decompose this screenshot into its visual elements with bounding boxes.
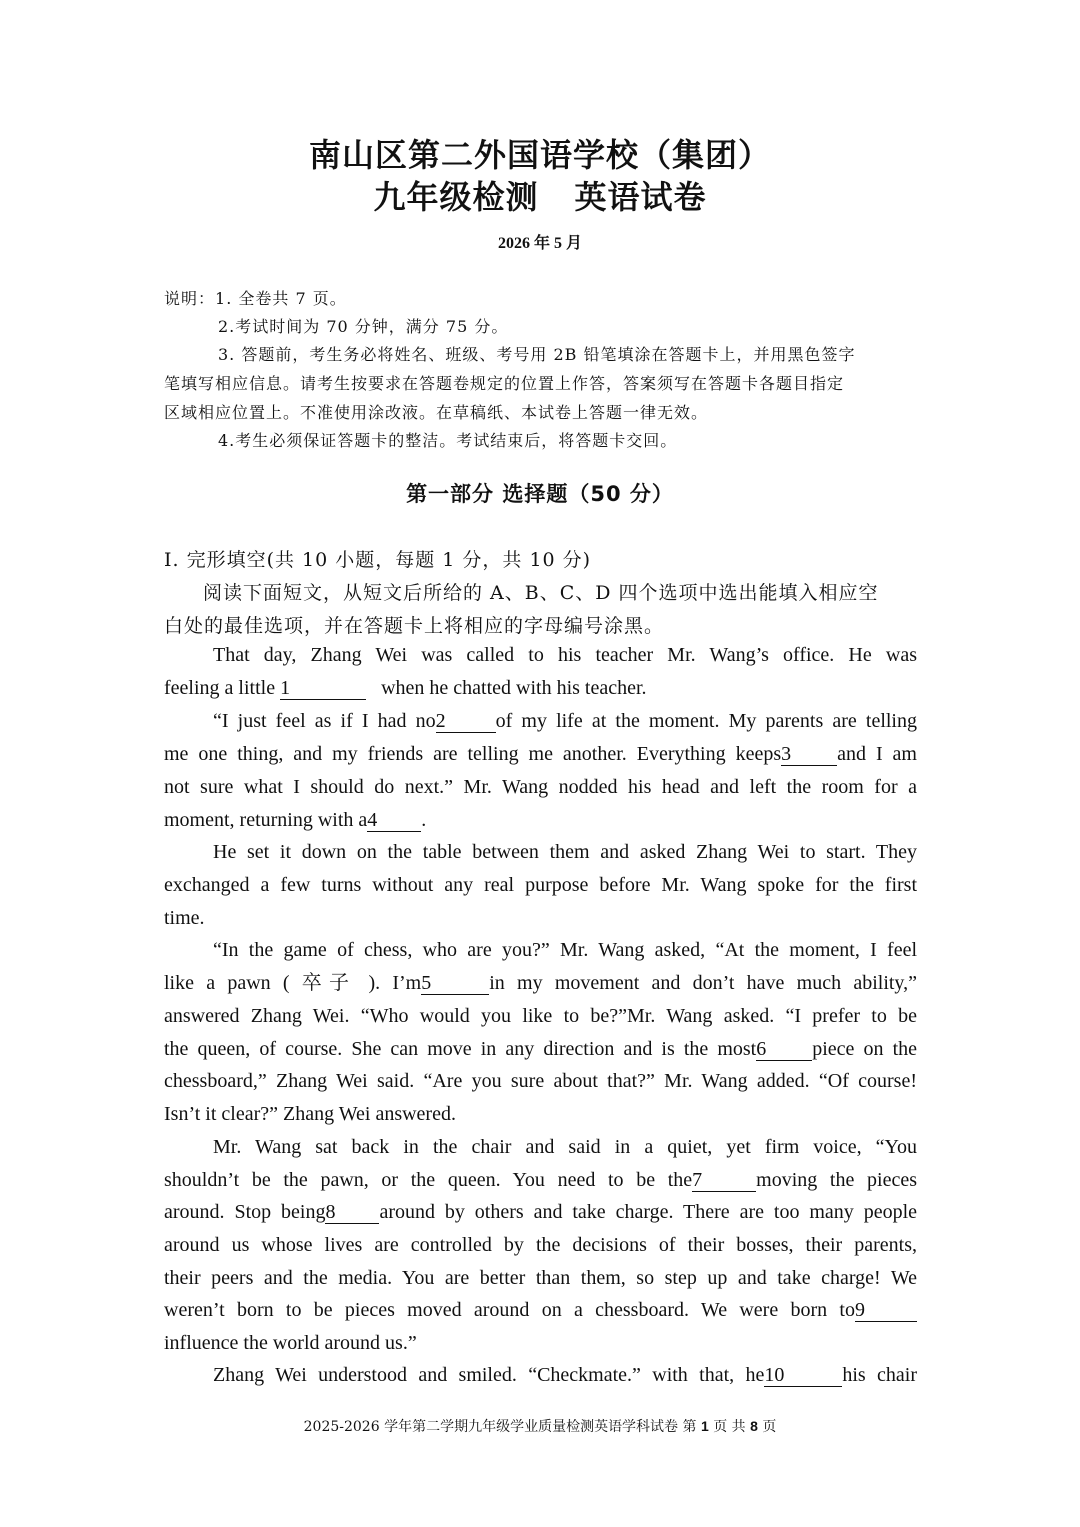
blank-9: 9: [855, 1299, 917, 1322]
passage-line: weren’t born to be pieces moved around on a chessboard. We were born to9: [164, 1296, 917, 1329]
passage-line: “In the game of chess, who are you?” Mr. Wang asked, “At the moment, I feel: [213, 939, 917, 961]
instruction-3-line2: 笔填写相应信息。请考生按要求在答题卷规定的位置上作答，答案须写在答题卡各题目指定: [164, 374, 845, 393]
passage-line: Isn’t it clear?” Zhang Wei answered.: [164, 1103, 456, 1125]
direction-line1: 阅读下面短文，从短文后所给的 A、B、C、D 四个选项中选出能填入相应空: [203, 582, 879, 604]
passage-line: the queen, of course. She can move in any direction and is the most6 piece on the: [164, 1038, 917, 1060]
instruction-3-line3: 区域相应位置上。不准使用涂改液。在草稿纸、本试卷上答题一律无效。: [164, 403, 709, 422]
blank-7: 7: [692, 1169, 756, 1192]
direction-line2: 白处的最佳选项，并在答题卡上将相应的字母编号涂黑。: [164, 615, 665, 637]
school-title: 南山区第二外国语学校（集团）: [308, 136, 771, 174]
grade-exam: 九年级检测: [373, 178, 539, 216]
subject: 英语试卷: [574, 178, 707, 216]
part-title: 第一部分 选择题（50 分）: [406, 482, 674, 506]
passage-line: shouldn’t be the pawn, or the queen. You need to be the7 moving the pieces: [164, 1169, 917, 1191]
passage-line: around us whose lives are controlled by the decisions of their bosses, their parents,: [164, 1234, 917, 1256]
blank-2: 2: [436, 710, 496, 733]
footer-page-pre: 第: [682, 1419, 697, 1435]
passage-line: exchanged a few turns without any real purpose before Mr. Wang spoke for the first: [164, 874, 917, 896]
passage-line: like a pawn ( 卒子 ). I’m5 in my movement and don’t have much ability,”: [164, 972, 918, 994]
passage-line: Zhang Wei understood and smiled. “Checkmate.” with that, he10 his chair: [213, 1364, 918, 1386]
passage-line: answered Zhang Wei. “Who would you like to be?”Mr. Wang asked. “I prefer to be: [164, 1005, 917, 1027]
blank-8: 8: [325, 1201, 379, 1224]
passage-line: He set it down on the table between them and asked Zhang Wei to start. They: [213, 841, 917, 863]
passage-line: moment, returning with a4 .: [164, 809, 427, 831]
passage-line: That day, Zhang Wei was called to his teacher Mr. Wang’s office. He was: [213, 644, 917, 666]
instruction-3-line1: 3. 答题前，考生务必将姓名、班级、考号用 2B 铅笔填涂在答题卡上，并用黑色签字: [218, 345, 856, 364]
blank-4: 4: [367, 809, 421, 832]
section-heading: I. 完形填空(共 10 小题，每题 1 分，共 10 分): [164, 549, 592, 571]
blank-6: 6: [756, 1038, 812, 1061]
blank-3: 3: [781, 743, 837, 766]
page-footer: [0, 1416, 1080, 1436]
passage-line: feeling a little 1 when he chatted with his teacher.: [164, 677, 647, 699]
footer-page-post: 页: [762, 1419, 777, 1435]
instruction-2: 2.考试时间为 70 分钟，满分 75 分。: [218, 317, 509, 336]
passage-line: time.: [164, 907, 205, 929]
exam-date: 2026 年 5 月: [497, 235, 582, 252]
footer-page-mid: 页 共: [713, 1419, 746, 1435]
footer-page-number: 1: [700, 1418, 709, 1434]
instruction-4: 4.考生必须保证答题卡的整洁。考试结束后，将答题卡交回。: [218, 431, 678, 450]
passage-line: chessboard,” Zhang Wei said. “Are you sure about that?” Mr. Wang added. “Of course!: [164, 1070, 917, 1092]
passage-line: around. Stop being8 around by others and take charge. There are too many people: [164, 1201, 918, 1223]
instruction-1: 说明：1. 全卷共 7 页。: [164, 289, 347, 308]
passage-line: Mr. Wang sat back in the chair and said in a quiet, yet firm voice, “You: [213, 1136, 917, 1158]
exam-title: [0, 172, 1080, 218]
footer-page-total: 8: [750, 1418, 758, 1434]
passage-line: their peers and the media. You are better than them, so step up and take charge! We: [164, 1267, 917, 1289]
passage-line: me one thing, and my friends are telling me another. Everything keeps3 and I am: [164, 743, 917, 765]
blank-5: 5: [421, 972, 489, 995]
blank-10: 10: [764, 1364, 842, 1387]
footer-text: 2025-2026 学年第二学期九年级学业质量检测英语学科试卷: [303, 1419, 679, 1435]
passage-line: “I just feel as if I had no2 of my life at the moment. My parents are telling: [213, 710, 917, 732]
passage-line: influence the world around us.”: [164, 1332, 417, 1354]
blank-1: 1: [280, 677, 366, 700]
passage-line: not sure what I should do next.” Mr. Wang nodded his head and left the room for a: [164, 776, 917, 798]
